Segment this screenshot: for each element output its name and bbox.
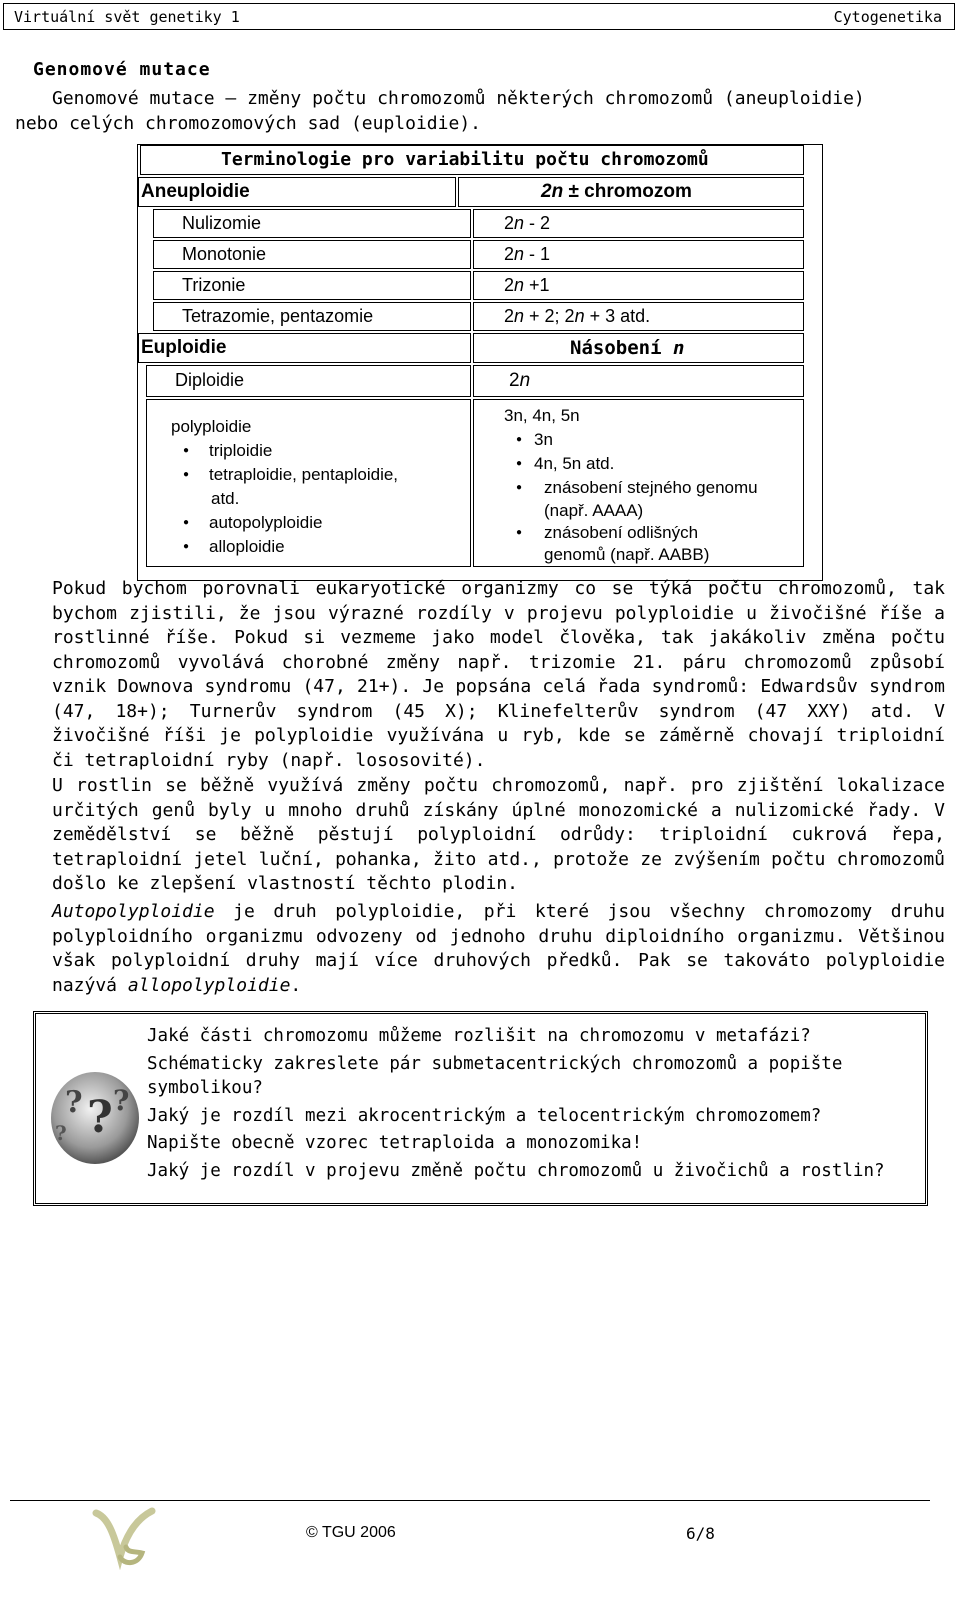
polyploidie-name: polyploidie — [171, 417, 252, 436]
term-autopolyploidie: Autopolyploidie — [52, 901, 215, 922]
diploidie-cell — [146, 365, 471, 397]
list-item: ● znásobení odlišných — [504, 522, 804, 544]
row-name: Monotonie — [182, 244, 267, 264]
table-row — [153, 302, 471, 331]
row-name: Nulizomie — [182, 213, 262, 233]
aneuploidie-cell — [138, 177, 456, 207]
table-row-value: 2n + 2; 2n + 3 atd. — [473, 302, 804, 331]
footer-copyright: © TGU 2006 — [306, 1524, 396, 1541]
list-item: ● triploidie — [171, 439, 469, 463]
footer-page-number: 6/8 — [686, 1524, 715, 1543]
question-marks-icon — [45, 1062, 145, 1172]
svg-text:?: ? — [113, 1084, 130, 1117]
diploidie-name: Diploidie — [175, 370, 245, 390]
question-item: Schématicky zakreslete pár submetacentrických chromozomů a popište symbolikou? — [147, 1053, 843, 1098]
table-row-value: 2n - 1 — [473, 240, 804, 269]
svg-text:?: ? — [55, 1121, 67, 1145]
question-item: Jaký je rozdíl mezi akrocentrickým a telocentrickým chromozomem? — [147, 1105, 822, 1126]
vg-logo-icon — [90, 1505, 160, 1570]
intro-line-1: Genomové mutace – změny počtu chromozomů některých chromozomů (aneuploidie) — [52, 88, 865, 109]
list-item: ● autopolyploidie — [171, 511, 469, 535]
polyploidie-list — [171, 439, 469, 559]
table-title: Terminologie pro variabilitu počtu chromozomů — [221, 149, 709, 170]
header-right-title: Cytogenetika — [833, 8, 942, 26]
list-item: ● znásobení stejného genomu — [504, 476, 804, 500]
table-row — [153, 271, 471, 300]
diploidie-value-cell: 2n — [473, 365, 804, 397]
polyploidie-value-cell — [473, 399, 804, 567]
intro-text — [15, 86, 940, 136]
euploidie-cell — [138, 333, 471, 363]
list-item-continued: genomů (např. AABB) — [544, 545, 710, 564]
header-left-title: Virtuální svět genetiky 1 — [14, 8, 240, 26]
table-row — [153, 240, 471, 269]
table-row — [153, 209, 471, 238]
list-item: ● 4n, 5n atd. — [504, 452, 804, 476]
polyploidie-cell — [146, 399, 471, 567]
paragraph-1: Pokud bychom porovnali eukaryotické organizmy co se týká počtu chromozomů, tak bychom zjistili, že jsou výrazné rozdíly v projevu polyploidie u živočišné říše a rostlinné říše. Pokud si vezmeme jako model člověka, tak jakákoliv změna počtu chromozomů vyvolává chorobné změny např. trizomie 21. páru chromozomů způsobí vznik Downova syndromu (47, 21+). Je popsána celá řada syndromů: Edwardsův syndrom (47, 18+); Turnerův syndrom (45 X); Klinefelterův syndrom (47 XXY) atd. V živočišné říši je polyploidie využívána u ryb, kde se záměrně chovají triploidní či tetraploidní ryby (např. lososovité). — [52, 578, 945, 771]
aneuploidie-rule-n: 2n — [541, 181, 564, 202]
paragraph-2: U rostlin se běžně využívá změny počtu chromozomů, např. pro zjištění lokalizace určitých genů byly u mnoho druhů získány úplné monozomické a nulizomické řady. V zemědělství se běžně pěstují polyploidní odrůdy: triploidní cukrová řepa, tetraploidní jetel luční, pohanka, žito atd., protože ze zvýšením počtu chromozomů došlo ke zlepšení vlastností těchto plodin. — [52, 775, 945, 894]
aneuploidie-rule-cell — [458, 177, 804, 207]
list-item: ● tetraploidie, pentaploidie, — [171, 463, 469, 487]
euploidie-rule: Násobení — [570, 337, 673, 359]
aneuploidie-label: Aneuploidie — [141, 181, 250, 202]
svg-text:?: ? — [87, 1092, 113, 1143]
section-title: Genomové mutace — [33, 59, 211, 80]
aneuploidie-rule-rest: ± chromozom — [563, 181, 692, 202]
question-item: Napište obecně vzorec tetraploida a monozomika! — [147, 1133, 643, 1153]
row-name: Trizonie — [182, 275, 246, 295]
row-name: Tetrazomie, pentazomie — [182, 306, 374, 326]
question-item: Jaký je rozdíl v projevu změně počtu chromozomů u živočichů a rostlin? — [147, 1160, 885, 1181]
list-item: ● 3n — [504, 428, 804, 452]
questions-list — [147, 1024, 907, 1186]
intro-line-2: nebo celých chromozomových sad (euploidie). — [15, 113, 481, 134]
term-allopolyploidie: allopolyploidie — [127, 974, 291, 996]
terminology-table — [137, 144, 823, 581]
svg-text:?: ? — [65, 1085, 83, 1120]
paragraph-3: Autopolyploidie je druh polyploidie, při které jsou všechny chromozomy druhu polyploidního organizmu odvozeny od jednoho druhu diploidního organizmu. Většinou však polyploidní druhy mají více druhových předků. Pak se takováto polyploidie nazývá allopolyploidie. — [52, 901, 945, 996]
list-item-continued: (např. AAAA) — [544, 501, 644, 520]
question-item: Jaké části chromozomu můžeme rozlišit na chromozomu v metafázi? — [147, 1026, 811, 1046]
table-row-value: 2n - 2 — [473, 209, 804, 238]
table-row-value: 2n +1 — [473, 271, 804, 300]
polyploidie-right-list — [504, 428, 804, 566]
polyploidie-right-head: 3n, 4n, 5n — [504, 406, 580, 425]
list-item: ● alloploidie — [171, 535, 469, 559]
euploidie-label: Euploidie — [141, 337, 227, 358]
footer-divider — [10, 1500, 930, 1501]
euploidie-rule-cell: Násobení n — [473, 333, 804, 363]
page-header — [3, 3, 955, 30]
table-title-cell — [140, 145, 804, 175]
list-item-continued: atd. — [211, 489, 240, 508]
